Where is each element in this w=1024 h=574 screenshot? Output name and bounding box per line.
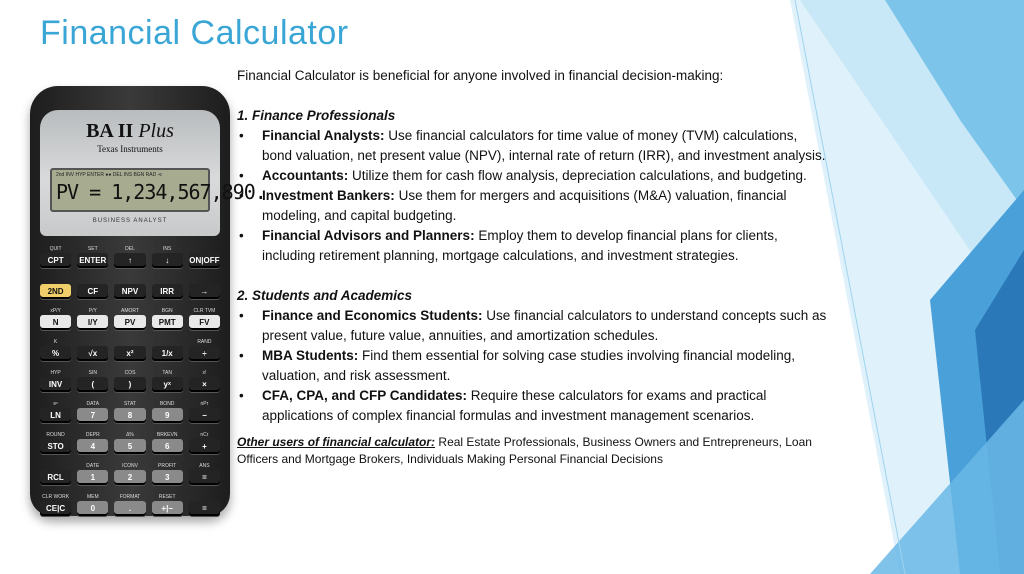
calculator-key (77, 432, 108, 455)
key-label: → (189, 284, 220, 299)
key-secondary-label: Δ% (126, 432, 134, 438)
content-body (237, 66, 827, 468)
calculator-key (152, 494, 183, 517)
key-secondary-label: BRKEVN (156, 432, 178, 438)
display-value: PV = 1,234,567,890. (56, 180, 266, 204)
key-secondary-label: xP/Y (50, 308, 61, 314)
calculator-key (114, 494, 145, 517)
key-label: NPV (114, 284, 145, 299)
key-label: ) (114, 377, 145, 392)
calculator-key (189, 339, 220, 362)
key-secondary-label: BGN (161, 308, 173, 314)
key-secondary-label: AMORT (121, 308, 139, 314)
key-label: − (189, 408, 220, 423)
key-label: CF (77, 284, 108, 299)
key-label: 5 (114, 439, 145, 454)
list-item: • Finance and Economics Students: Use financial calculators to understand concepts such as present value, future value, annuities, and amortization schedules. (237, 306, 827, 346)
key-label: 3 (152, 470, 183, 485)
key-secondary-label: ROUND (46, 432, 65, 438)
calculator-key (189, 463, 220, 486)
key-secondary-label: nCr (200, 432, 209, 438)
key-label: x² (114, 346, 145, 361)
brand-name: BA II Plus (86, 120, 174, 142)
key-label: ↑ (114, 253, 145, 268)
calculator-key (114, 370, 145, 393)
calculator-key (152, 370, 183, 393)
calculator-key (114, 463, 145, 486)
calculator-key (40, 463, 71, 486)
key-label: N (40, 315, 71, 330)
key-label: ÷ (189, 346, 220, 361)
section-heading: 2. Students and Academics (237, 288, 413, 303)
calculator-key (114, 277, 145, 300)
key-secondary-label: eˣ (53, 401, 58, 407)
calculator-key (189, 246, 220, 269)
key-label: + (189, 439, 220, 454)
calculator-key (152, 246, 183, 269)
key-label: STO (40, 439, 71, 454)
other-users-text: Real Estate Professionals, Business Owners and Entrepreneurs, Loan Officers and Mortgage Brokers, Individuals Making Personal Financial Decisions (237, 435, 812, 466)
key-secondary-label: ICONV (122, 463, 138, 469)
intro-text: Financial Calculator is beneficial for anyone involved in financial decision-making: (237, 68, 724, 83)
key-secondary-label: BOND (159, 401, 175, 407)
calculator-brand (52, 120, 208, 154)
key-label: . (114, 501, 145, 516)
calculator-key (114, 432, 145, 455)
page-title: Financial Calculator (40, 14, 349, 52)
key-label: CE|C (40, 501, 71, 516)
key-label: 8 (114, 408, 145, 423)
key-label: % (40, 346, 71, 361)
calculator-image (30, 86, 266, 516)
key-label: = (189, 501, 220, 516)
calculator-key (152, 401, 183, 424)
list-item: • Accountants: Utilize them for cash flow analysis, depreciation calculations, and budgeting. (237, 166, 827, 186)
display-indicators: 2nd INV HYP ENTER ●● DEL INS BGN RAD ⊲ (56, 172, 162, 178)
key-label: IRR (152, 284, 183, 299)
key-secondary-label: ANS (199, 463, 210, 469)
calculator-key (152, 277, 183, 300)
key-secondary-label: DATE (86, 463, 100, 469)
list-item: • CFA, CPA, and CFP Candidates: Require these calculators for exams and practical applications of complex financial formulas and investment management scenarios. (237, 386, 827, 426)
key-label: INV (40, 377, 71, 392)
key-label: CPT (40, 253, 71, 268)
calculator-key (40, 246, 71, 269)
calculator-key (189, 308, 220, 331)
calculator-key (114, 308, 145, 331)
key-secondary-label: CLR TVM (193, 308, 216, 314)
calculator-key (40, 370, 71, 393)
calculator-key (189, 401, 220, 424)
calculator-key (40, 277, 71, 300)
key-secondary-label: FORMAT (119, 494, 141, 500)
bullet-list (237, 126, 827, 266)
key-secondary-label: COS (124, 370, 136, 376)
key-secondary-label: P/Y (88, 308, 97, 314)
calculator-key (77, 339, 108, 362)
key-label: 9 (152, 408, 183, 423)
calculator-key (189, 432, 220, 455)
key-label: 0 (77, 501, 108, 516)
calculator-key (114, 401, 145, 424)
key-label: PV (114, 315, 145, 330)
key-label: ↓ (152, 253, 183, 268)
key-secondary-label: SET (87, 246, 98, 252)
key-secondary-label: STAT (123, 401, 137, 407)
calculator-key (77, 308, 108, 331)
key-label: × (189, 377, 220, 392)
calculator-key (152, 463, 183, 486)
calculator-key (40, 401, 71, 424)
key-label: 2ND (40, 284, 71, 299)
key-label: I/Y (77, 315, 108, 330)
calculator-key (40, 432, 71, 455)
section-heading: 1. Finance Professionals (237, 108, 396, 123)
calculator-key (152, 432, 183, 455)
calculator-key (114, 246, 145, 269)
key-secondary-label: TAN (162, 370, 173, 376)
calculator-key (152, 308, 183, 331)
key-label: ON|OFF (189, 253, 220, 268)
key-secondary-label: RESET (158, 494, 176, 500)
list-item: • Financial Analysts: Use financial calculators for time value of money (TVM) calculations, bond valuation, net present value (NPV), internal rate of return (IRR), and investment analysis. (237, 126, 827, 166)
key-secondary-label: HYP (50, 370, 61, 376)
calculator-key (77, 370, 108, 393)
calculator-bezel (40, 110, 266, 236)
key-secondary-label: INS (163, 246, 172, 252)
calculator-key (152, 339, 183, 362)
key-label: +|− (152, 501, 183, 516)
other-users-note (237, 434, 827, 468)
key-label: 2 (114, 470, 145, 485)
key-secondary-label: SIN (88, 370, 97, 376)
key-label: PMT (152, 315, 183, 330)
list-item: • MBA Students: Find them essential for solving case studies involving financial modeling, valuation, and risk assessment. (237, 346, 827, 386)
calculator-key (114, 339, 145, 362)
key-label: LN (40, 408, 71, 423)
key-secondary-label: DEPR (85, 432, 100, 438)
list-item: • Investment Bankers: Use them for mergers and acquisitions (M&A) valuation, financial modeling, and capital budgeting. (237, 186, 827, 226)
calculator-key (40, 339, 71, 362)
key-label: FV (189, 315, 220, 330)
list-item: • Financial Advisors and Planners: Employ them to develop financial plans for clients, including retirement planning, mortgage calculations, and investment strategies. (237, 226, 827, 266)
other-users-label: Other users of financial calculator: (237, 435, 436, 449)
key-label: 1 (77, 470, 108, 485)
key-label: ( (77, 377, 108, 392)
key-label: √x (77, 346, 108, 361)
calculator-key (40, 494, 71, 517)
key-secondary-label: x! (202, 370, 207, 376)
key-label: yˣ (152, 377, 183, 392)
calculator-key (77, 246, 108, 269)
key-label: = (189, 470, 220, 485)
key-secondary-label: DATA (86, 401, 100, 407)
calculator-key (77, 494, 108, 517)
key-label: RCL (40, 470, 71, 485)
calculator-display (50, 168, 266, 212)
calculator-key (40, 308, 71, 331)
key-secondary-label: PROFIT (158, 463, 177, 469)
key-label: 4 (77, 439, 108, 454)
brand-maker: Texas Instruments (97, 144, 163, 154)
calculator-model: BUSINESS ANALYST (92, 218, 168, 224)
calculator-key (77, 277, 108, 300)
key-secondary-label: MEM (86, 494, 99, 500)
calculator-key (77, 401, 108, 424)
key-secondary-label: RAND (197, 339, 212, 345)
key-label: 1/x (152, 346, 183, 361)
calculator-key (77, 463, 108, 486)
calculator-keypad (40, 246, 220, 517)
key-secondary-label: DEL (125, 246, 135, 252)
calculator-key (189, 494, 220, 517)
calculator-key (189, 370, 220, 393)
key-secondary-label: nPr (200, 401, 209, 407)
key-secondary-label: QUIT (49, 246, 62, 252)
bullet-list (237, 306, 827, 426)
key-secondary-label: K (53, 339, 58, 345)
key-label: 6 (152, 439, 183, 454)
calculator-key (189, 277, 220, 300)
key-label: 7 (77, 408, 108, 423)
key-secondary-label: CLR WORK (42, 494, 70, 500)
key-label: ENTER (77, 253, 108, 268)
